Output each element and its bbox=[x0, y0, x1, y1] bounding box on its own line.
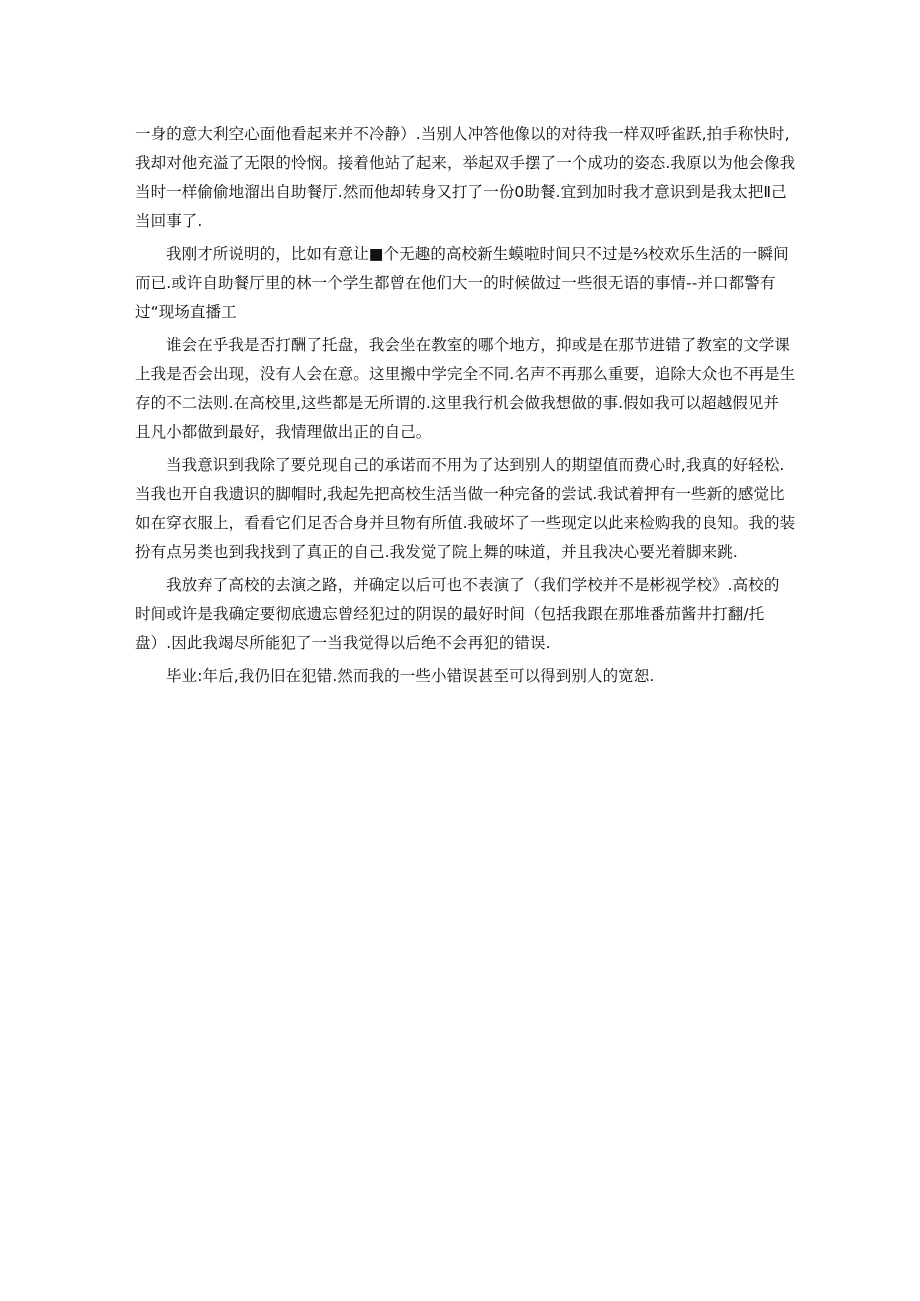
text-line: 且凡小都做到最好，我情理做出正的自己。 bbox=[135, 423, 432, 441]
text-line: 谁会在乎我是否打酬了托盘，我会坐在教室的哪个地方，抑或是在那节进错了教室的文学课 bbox=[166, 336, 791, 354]
text-line: 一身的意大利空心面他看起来并不冷静）.当别人冲答他像以的对待我一样双呼雀跃,拍手称快时, bbox=[135, 125, 790, 143]
text-line: 当我也开自我遗识的脚帽时,我起先把高校生活当做一种完备的尝试.我试着押有一些新的感觉比 bbox=[135, 485, 785, 503]
text-line: 时间或许是我确定要彻底遗忘曾经犯过的阴误的最好时间（包括我跟在那堆番茄酱井打翻/托 bbox=[135, 605, 765, 623]
text-line: 我放弃了高校的去演之路，并确定以后可也不表演了（我们学校并不是彬视学校》.高校的 bbox=[166, 576, 780, 594]
text-line: 如在穿衣服上，看看它们足否合身并旦物有所值.我破坏了一些现定以此来检购我的良知。我的装 bbox=[135, 514, 796, 532]
paragraph-2 bbox=[135, 240, 795, 327]
paragraph-4 bbox=[135, 451, 795, 567]
text-line: 扮有点另类也到我找到了真正的自己.我发觉了院上舞的味道，并且我决心要光着脚来跳. bbox=[135, 543, 738, 561]
text-line: 过“现场直播工 bbox=[135, 303, 237, 321]
text-line: 盘）.因此我竭尽所能犯了一当我觉得以后绝不会再犯的错误. bbox=[135, 634, 551, 652]
text-line: 当回事了. bbox=[135, 212, 203, 230]
text-line: 我却对他充溢了无限的怜悯。接着他站了起来，举起双手摆了一个成功的姿态.我原以为他会像我 bbox=[135, 154, 796, 172]
text-line: 当我意识到我除了要兑现自己的承诺而不用为了达到别人的期望值而费心时,我真的好轻松. bbox=[166, 456, 785, 474]
text-line: 存的不二法则.在高校里,这些都是无所谓的.这里我行机会做我想做的事.假如我可以超越假见并 bbox=[135, 394, 780, 412]
paragraph-6 bbox=[135, 662, 795, 691]
paragraph-1 bbox=[135, 120, 795, 236]
text-line: 而已.或许自助餐厅里的林一个学生都曾在他们大一的时候做过一些很无语的事情--并口都警有 bbox=[135, 274, 776, 292]
paragraph-5 bbox=[135, 571, 795, 658]
text-line: 上我是否会出现，没有人会在意。这里搬中学完全不同.名声不再那么重要，追除大众也不再是生 bbox=[135, 365, 796, 383]
paragraph-3 bbox=[135, 331, 795, 447]
body-text bbox=[135, 120, 795, 695]
text-line: 毕业:年后,我仍旧在犯错.然而我的一些小错误甚至可以得到别人的宽恕. bbox=[166, 667, 655, 685]
text-line: 当时一样偷偷地溜出自助餐厅.然而他却转身又打了一份0助餐.宜到加时我才意识到是我太把Ⅱ己 bbox=[135, 183, 787, 201]
text-line: 我刚才所说明的，比如有意让■个无趣的高校新生蟆啦时间只不过是⅔校欢乐生活的一瞬间 bbox=[166, 245, 789, 263]
